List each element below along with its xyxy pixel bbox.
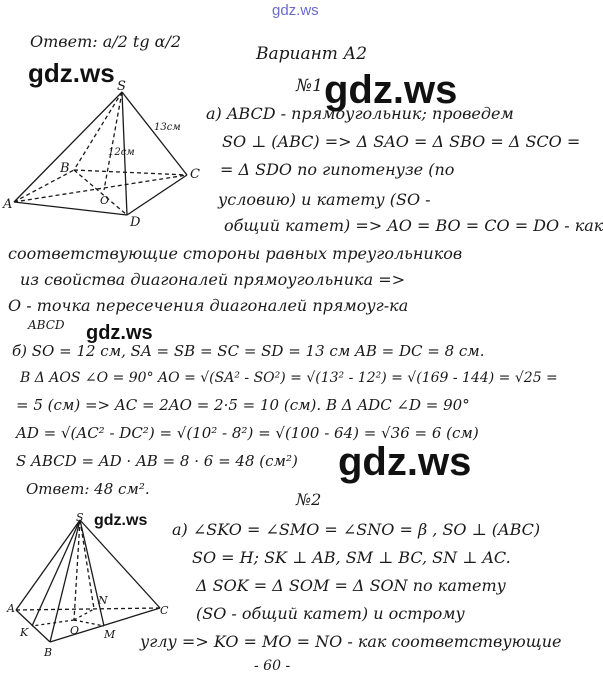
p1-line-7: из свойства диагоналей прямоугольника =>: [20, 270, 405, 289]
p1-b-line-1: б) SO = 12 см, SA = SB = SC = SD = 13 см AB = DC = 8 см.: [12, 342, 485, 360]
vertex-label-s: S: [76, 511, 84, 524]
point-label-m: M: [104, 628, 116, 641]
p2-line-3: Δ SOK = Δ SOM = Δ SON по катету: [196, 576, 506, 595]
p1-line-8: O - точка пересечения диагоналей прямоуг-ка: [8, 296, 409, 315]
answer-top: Ответ: a/2 tg α/2: [30, 32, 182, 51]
edge-label: 13см: [154, 122, 181, 133]
watermark-top: gdz.ws: [272, 2, 319, 19]
p1-b-line-5: S ABCD = AD · AB = 8 · 6 = 48 (см²): [16, 452, 298, 470]
vertex-label-c: C: [160, 604, 169, 617]
watermark: gdz.ws: [338, 440, 472, 484]
pyramid-figure-1: [2, 80, 212, 230]
p2-line-2: SO = H; SK ⊥ AB, SM ⊥ BC, SN ⊥ AC.: [192, 548, 511, 567]
p2-line-4: (SO - общий катет) и острому: [196, 604, 465, 623]
vertex-label-a: A: [7, 602, 15, 615]
p1-line-5: общий катет) => AO = BO = CO = DO - как: [224, 216, 603, 235]
p1-line-4: условию) и катету (SO -: [218, 190, 431, 209]
watermark: gdz.ws: [28, 58, 115, 88]
p1-b-line-3: = 5 (см) => AC = 2AO = 2·5 = 10 (см). В Δ ADC ∠D = 90°: [16, 396, 470, 414]
vertex-label-d: D: [130, 215, 141, 230]
watermark: gdz.ws: [324, 68, 458, 112]
point-label-o: O: [100, 194, 110, 207]
vertex-label-c: C: [190, 167, 200, 182]
p2-line-5: углу => KO = MO = NO - как соответствующие: [140, 632, 562, 651]
vertex-label-b: B: [44, 646, 53, 659]
watermark: gdz.ws: [86, 322, 153, 344]
p1-b-line-4: AD = √(AC² - DC²) = √(10² - 8²) = √(100 - 64) = √36 = 6 (см): [16, 424, 479, 442]
point-label-k: K: [20, 626, 29, 639]
p1-line-9: ABCD: [28, 318, 65, 332]
p1-b-line-2: В Δ AOS ∠O = 90° AO = √(SA² - SO²) = √(13² - 12²) = √(169 - 144) = √25 =: [20, 370, 558, 386]
problem2-number: №2: [296, 490, 322, 509]
height-label: 12см: [108, 147, 135, 158]
p1-line-6: соответствующие стороны равных треугольников: [8, 244, 463, 263]
p1-line-3: = Δ SDO по гипотенузе (по: [220, 160, 455, 179]
watermark: gdz.ws: [94, 512, 148, 529]
p1-line-1: а) ABCD - прямоугольник; проведем: [206, 104, 514, 123]
problem1-number: №1: [296, 76, 323, 96]
point-label-o: O: [70, 624, 80, 637]
variant-title: Вариант А2: [256, 44, 368, 64]
vertex-label-a: A: [3, 197, 13, 212]
vertex-label-s: S: [117, 79, 126, 94]
p2-line-1: а) ∠SKO = ∠SMO = ∠SNO = β , SO ⊥ (ABC): [172, 520, 541, 539]
p1-answer: Ответ: 48 см².: [26, 480, 150, 498]
point-label-n: N: [98, 594, 108, 607]
p1-line-2: SO ⊥ (ABC) => Δ SAO = Δ SBO = Δ SCO =: [222, 132, 581, 151]
vertex-label-b: B: [60, 161, 70, 176]
page-number: - 60 -: [254, 658, 291, 674]
